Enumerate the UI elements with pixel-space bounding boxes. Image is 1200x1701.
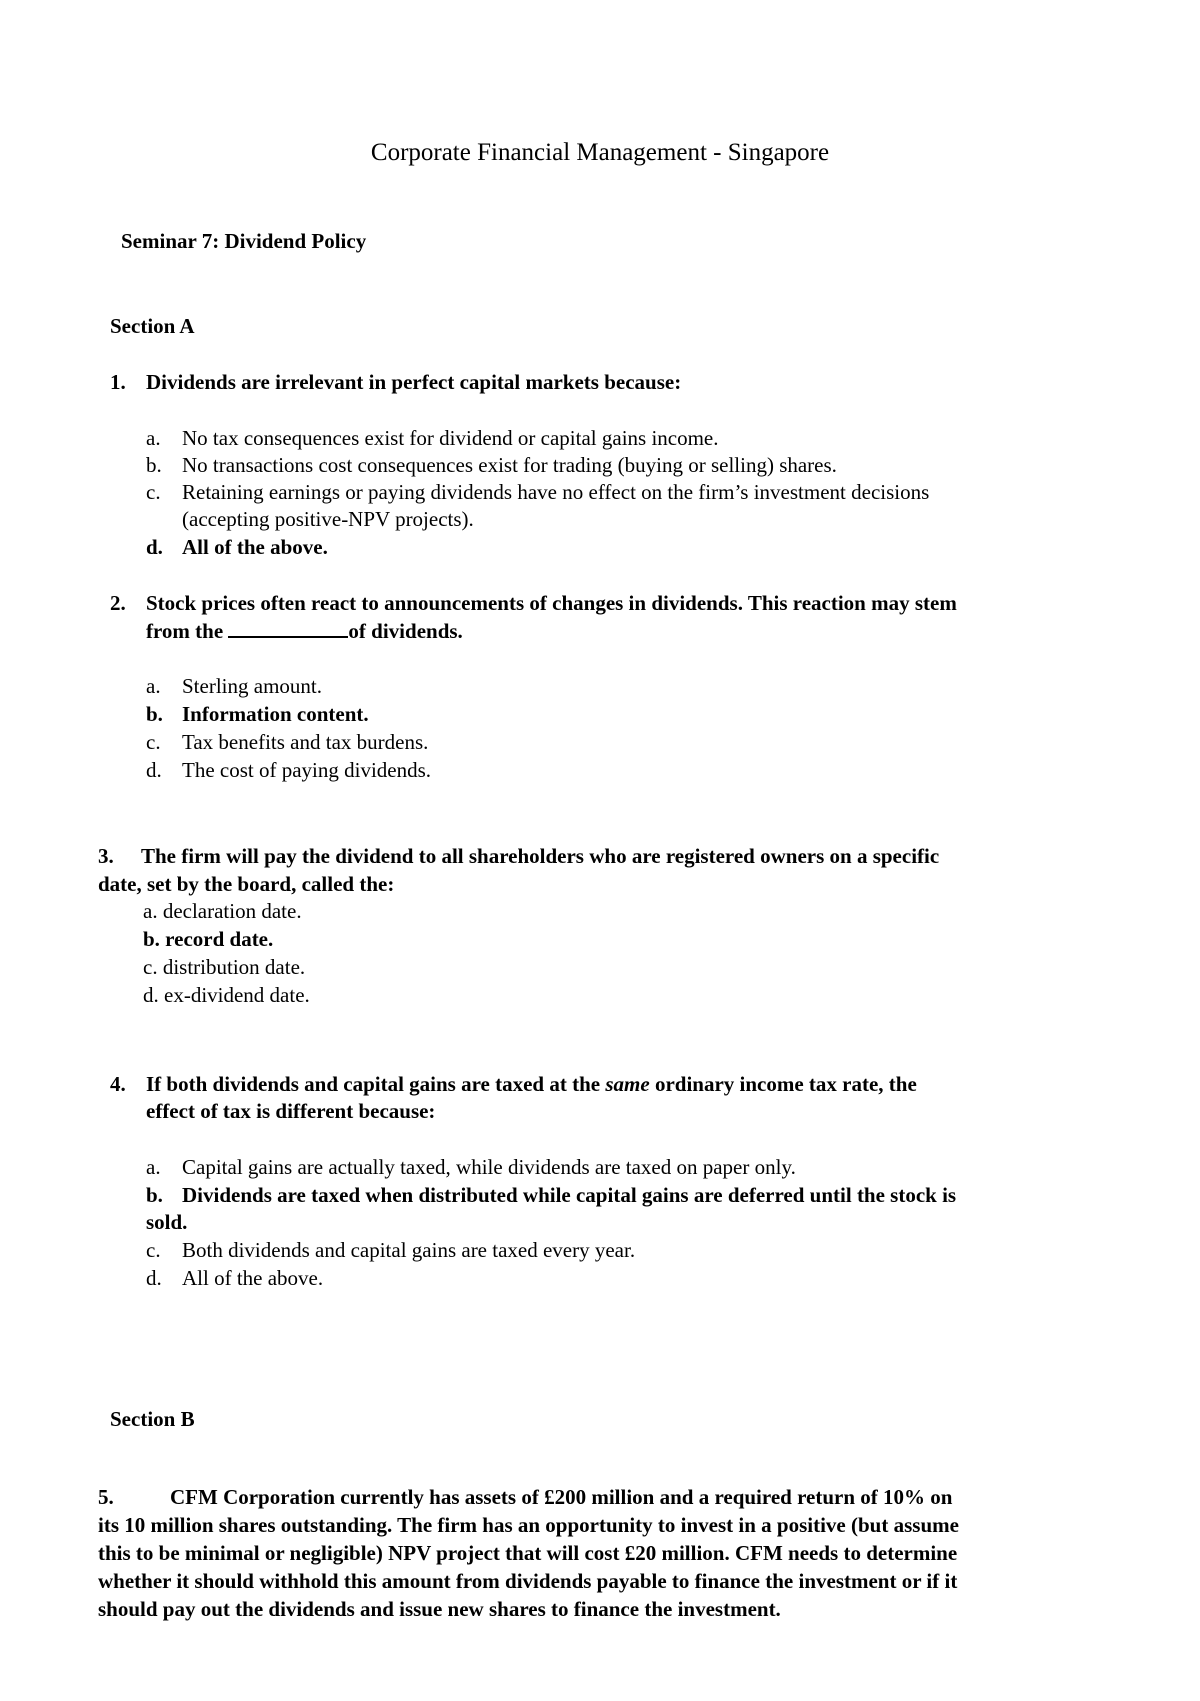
seminar-heading: Seminar 7: Dividend Policy — [121, 229, 367, 253]
q3-option-d: d. ex-dividend date. — [143, 983, 310, 1007]
q2-option-a: Sterling amount. — [182, 674, 322, 698]
q5-line5: should pay out the dividends and issue new shares to finance the investment. — [98, 1597, 781, 1621]
q1-option-c: Retaining earnings or paying dividends have no effect on the firm’s investment decisions — [182, 480, 930, 504]
q1-option-a-label: a. — [146, 426, 161, 450]
q4-number: 4. — [110, 1072, 126, 1096]
q3-option-c: c. distribution date. — [143, 955, 306, 979]
q2-option-a-label: a. — [146, 674, 161, 698]
q3-line2: date, set by the board, called the: — [98, 872, 395, 896]
q2-option-b-label: b. — [146, 702, 163, 726]
q2-option-c-label: c. — [146, 730, 161, 754]
q3-option-b: b. record date. — [143, 927, 274, 951]
q4-option-d-label: d. — [146, 1266, 162, 1290]
q1-number: 1. — [110, 370, 126, 394]
q4-option-a-label: a. — [146, 1155, 161, 1179]
q4-option-a: Capital gains are actually taxed, while dividends are taxed on paper only. — [182, 1155, 796, 1179]
q4-option-c: Both dividends and capital gains are taxed every year. — [182, 1238, 636, 1262]
q5-line3: this to be minimal or negligible) NPV project that will cost £20 million. CFM needs to determine — [98, 1541, 958, 1565]
q2-option-b: Information content. — [182, 702, 369, 726]
q4-option-c-label: c. — [146, 1238, 161, 1262]
q5-number: 5. — [98, 1485, 114, 1509]
q3-line1: The firm will pay the dividend to all shareholders who are registered owners on a specific — [141, 844, 940, 868]
q4-line1: If both dividends and capital gains are taxed at the same ordinary income tax rate, the — [146, 1072, 917, 1096]
page-title: Corporate Financial Management - Singapore — [370, 139, 830, 166]
q5-line1: CFM Corporation currently has assets of £200 million and a required return of 10% on — [170, 1485, 953, 1509]
q3-option-a: a. declaration date. — [143, 899, 302, 923]
q5-line2: its 10 million shares outstanding. The firm has an opportunity to invest in a positive (but assume — [98, 1513, 959, 1537]
q1-option-b-label: b. — [146, 453, 162, 477]
q2-line1: Stock prices often react to announcements of changes in dividends. This reaction may stem — [146, 591, 957, 615]
q2-option-d-label: d. — [146, 758, 162, 782]
q4-option-d: All of the above. — [182, 1266, 324, 1290]
q2-option-c: Tax benefits and tax burdens. — [182, 730, 429, 754]
q4-option-b-cont: sold. — [146, 1210, 188, 1234]
q4-option-b-label: b. — [146, 1183, 163, 1207]
q2-number: 2. — [110, 591, 126, 615]
q3-number: 3. — [98, 844, 114, 868]
q2-blank — [228, 618, 348, 638]
q4-line2: effect of tax is different because: — [146, 1099, 436, 1123]
q1-option-b: No transactions cost consequences exist for trading (buying or selling) shares. — [182, 453, 837, 477]
q4-option-b: Dividends are taxed when distributed while capital gains are deferred until the stock is — [182, 1183, 957, 1207]
q2-line2: from the of dividends. — [146, 619, 463, 643]
q2-option-d: The cost of paying dividends. — [182, 758, 432, 782]
q1-option-d-label: d. — [146, 535, 163, 559]
q1-option-c-cont: (accepting positive-NPV projects). — [182, 507, 474, 531]
q1-option-d: All of the above. — [182, 535, 328, 559]
section-a-heading: Section A — [110, 314, 195, 338]
q1-option-a: No tax consequences exist for dividend or capital gains income. — [182, 426, 719, 450]
section-b-heading: Section B — [110, 1407, 195, 1431]
q1-option-c-label: c. — [146, 480, 161, 504]
q1-text: Dividends are irrelevant in perfect capital markets because: — [146, 370, 682, 394]
q5-line4: whether it should withhold this amount from dividends payable to finance the investment or if it — [98, 1569, 958, 1593]
